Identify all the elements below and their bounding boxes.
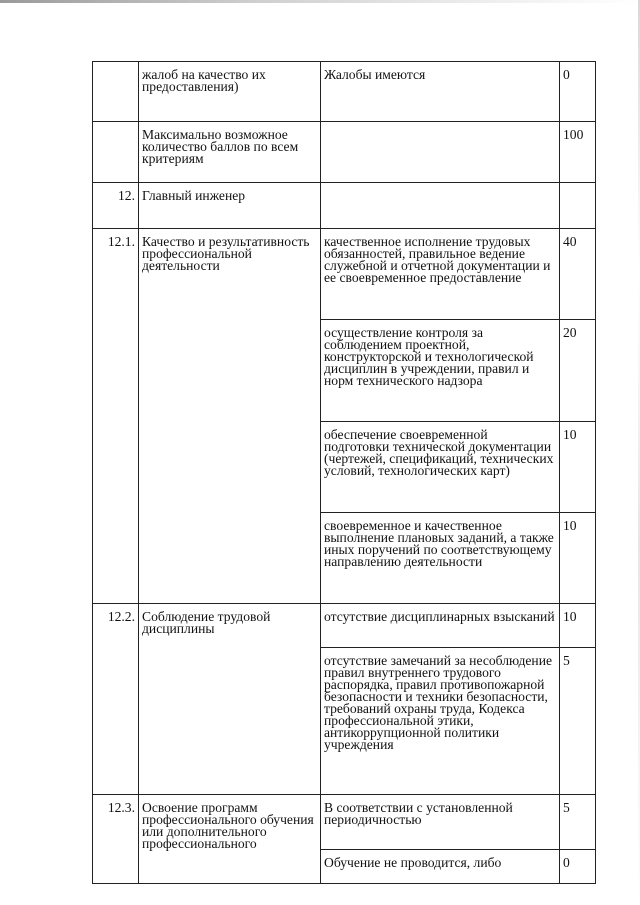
indicator-cell [321,122,560,183]
criterion-cell: Освоение программ профессионального обучения или дополнительного профессионального [139,795,321,884]
section-title-cell: Главный инженер [139,183,321,229]
indicator-cell: Жалобы имеются [321,62,560,122]
criterion-cell: Качество и результативность профессиональной деятельности [139,229,321,604]
criterion-cell: Соблюдение трудовой дисциплины [139,604,321,795]
indicator-cell: качественное исполнение трудовых обязанностей, правильное ведение служебной и отчетной документации и ее своевременное предоставление [321,229,560,320]
points-cell: 5 [560,648,596,795]
points-cell: 0 [560,62,596,122]
criteria-table [92,61,596,884]
indicator-cell: Обучение не проводится, либо [321,850,560,884]
points-cell [560,183,596,229]
points-cell: 100 [560,122,596,183]
row-number-cell [93,62,139,122]
points-cell: 0 [560,850,596,884]
section-number-cell: 12. [93,183,139,229]
points-cell: 5 [560,795,596,850]
table-row-12-1-a [93,229,596,320]
table-row-section-12 [93,183,596,229]
table-row-max-score [93,122,596,183]
criterion-cell: жалоб на качество их предоставления) [139,62,321,122]
section-number-cell: 12.3. [93,795,139,884]
points-cell: 40 [560,229,596,320]
indicator-cell: осуществление контроля за соблюдением проектной, конструкторской и технологической дисциплин в учреждении, правил и норм технического надзора [321,320,560,422]
points-cell: 10 [560,604,596,648]
points-cell: 10 [560,422,596,513]
row-number-cell [93,122,139,183]
indicator-cell [321,183,560,229]
section-number-cell: 12.1. [93,229,139,604]
scan-edge-top [0,0,640,3]
table-row-complaints [93,62,596,122]
points-cell: 10 [560,513,596,604]
table-row-12-3-a [93,795,596,850]
indicator-cell: отсутствие дисциплинарных взысканий [321,604,560,648]
indicator-cell: своевременное и качественное выполнение плановых заданий, а также иных поручений по соответствующему направлению деятельности [321,513,560,604]
points-cell: 20 [560,320,596,422]
indicator-cell: В соответствии с установленной периодичностью [321,795,560,850]
criterion-cell: Максимально возможное количество баллов по всем критериям [139,122,321,183]
indicator-cell: отсутствие замечаний за несоблюдение правил внутреннего трудового распорядка, правил противопожарной безопасности и техники безопасности, требований охраны труда, Кодекса профессиональной этики, антикоррупционной политики учреждения [321,648,560,795]
table-row-12-2-a [93,604,596,648]
indicator-cell: обеспечение своевременной подготовки технической документации (чертежей, спецификаций, технических условий, технологических карт) [321,422,560,513]
section-number-cell: 12.2. [93,604,139,795]
